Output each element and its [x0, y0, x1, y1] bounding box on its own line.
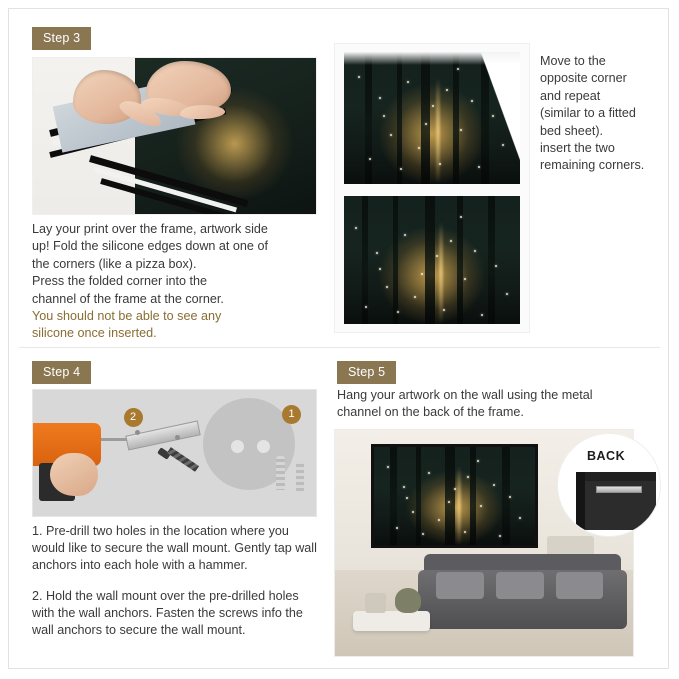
- step-3-note-line-5: bed sheet).: [540, 123, 604, 138]
- step-3-note-line-3: and repeat: [540, 88, 601, 103]
- step-3-line-1: Lay your print over the frame, artwork side: [32, 222, 268, 236]
- metal-channel: [596, 486, 642, 493]
- step-3-badge: Step 3: [32, 27, 91, 50]
- step-3-side-note: [540, 53, 660, 175]
- step-4-paragraph-2: 2. Hold the wall mount over the pre-drilled holes with the wall anchors. Fasten the screws info the wall anchors to secure the wall mount.: [32, 588, 303, 638]
- section-divider: [19, 347, 660, 348]
- step-4-callout-1: 1: [282, 405, 301, 424]
- step-5-badge: Step 5: [337, 361, 396, 384]
- step-3-note-line-4: (similar to a fitted: [540, 106, 636, 121]
- step-3-note-line-7: remaining corners.: [540, 158, 645, 173]
- step-3-warning-line-1: You should not be able to see any: [32, 309, 222, 324]
- step-5-line-1: Hang your artwork on the wall using the metal: [337, 388, 593, 402]
- step-3-line-2: up! Fold the silicone edges down at one of: [32, 239, 268, 254]
- step-3-illustration: [32, 57, 317, 215]
- artwork-photo-bottom: [344, 196, 520, 324]
- artwork-photo-top: [344, 52, 520, 184]
- step-4-callout-2: 2: [124, 408, 143, 427]
- step-3-line-3: the corners (like a pizza box).: [32, 256, 197, 271]
- step-3-note-line-1: Move to the: [540, 54, 606, 68]
- instruction-sheet: [8, 8, 669, 669]
- step-4-badge: Step 4: [32, 361, 91, 384]
- step-3-secondary-illustrations: [334, 43, 530, 333]
- step-5-line-2: channel on the back of the frame.: [337, 405, 524, 420]
- step-3-line-4: Press the folded corner into the: [32, 274, 208, 289]
- step-3-line-5: channel of the frame at the corner.: [32, 291, 224, 306]
- step-4-paragraph-1: 1. Pre-drill two holes in the location where you would like to secure the wall mount. Gently tap wall anchors into each hole with a hammer.: [32, 524, 317, 573]
- step-3-note-line-2: opposite corner: [540, 71, 627, 86]
- step-3-warning-line-2: silicone once inserted.: [32, 326, 157, 341]
- back-inset-label: BACK: [587, 449, 626, 463]
- step-5-instructions: [337, 387, 637, 422]
- step-3-note-line-6: insert the two: [540, 141, 615, 156]
- step-4-illustration: [32, 389, 317, 517]
- step-4-instructions: [32, 523, 322, 652]
- step-3-instructions: [32, 221, 322, 343]
